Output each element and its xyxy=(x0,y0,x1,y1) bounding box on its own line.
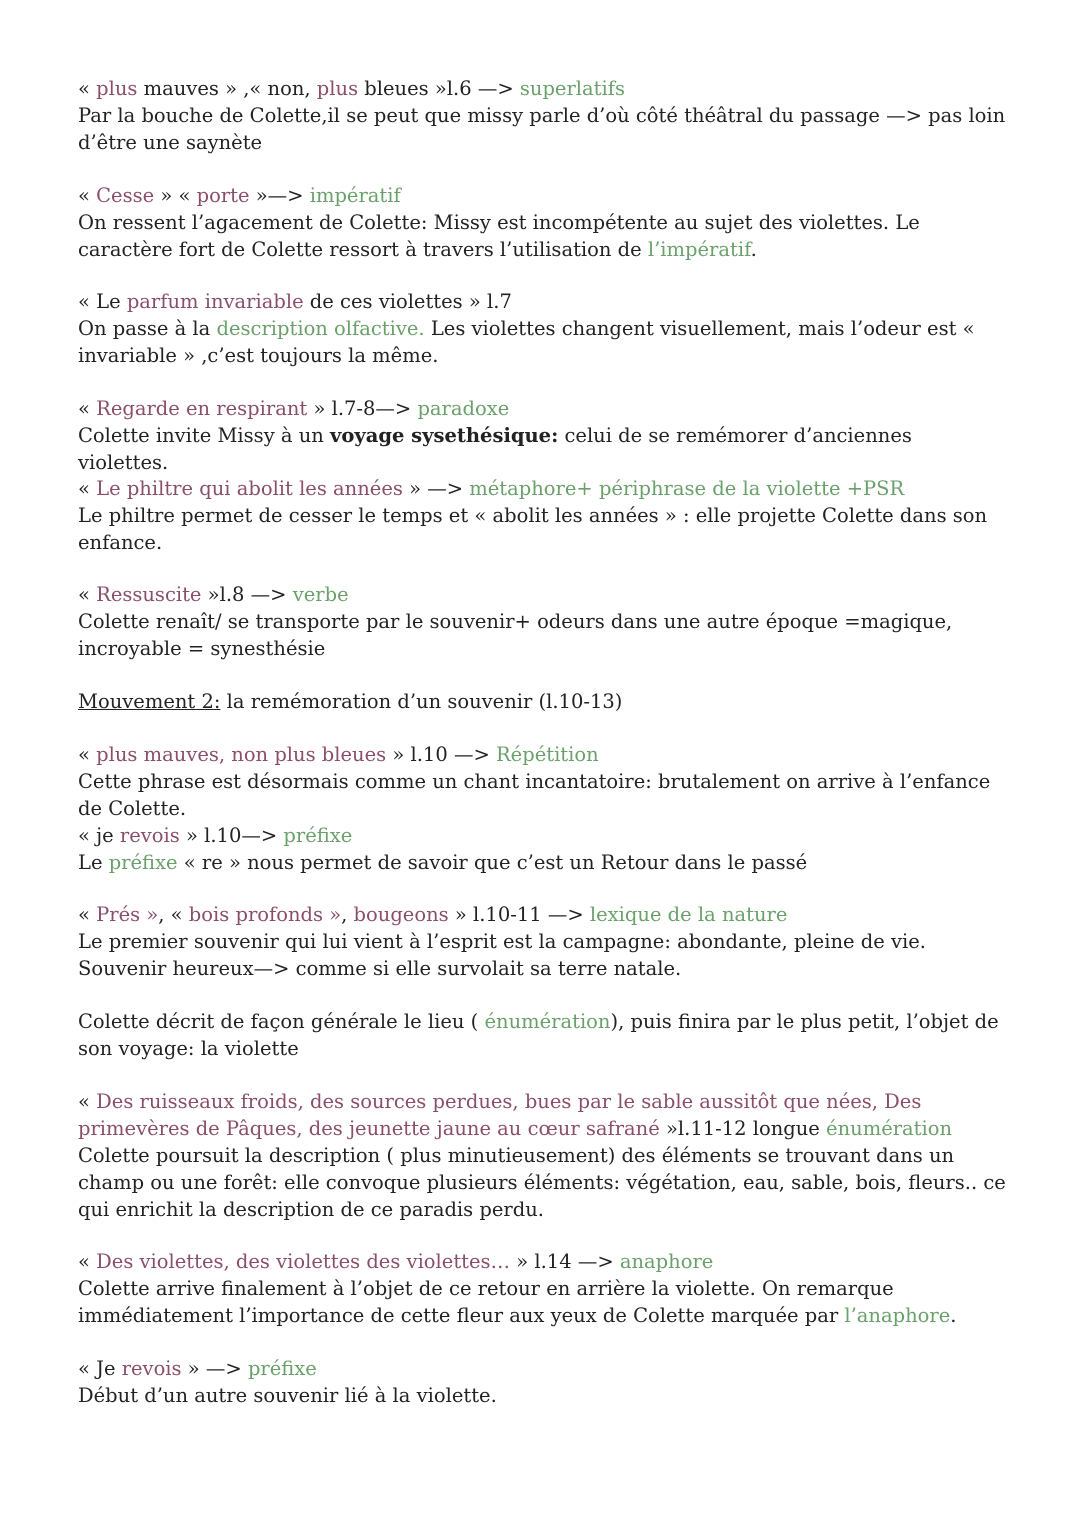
explanation-text: Colette renaît/ se transporte par le souvenir+ odeurs dans une autre époque =magique, incroyable = synesthésie xyxy=(78,610,953,660)
movement-heading xyxy=(78,688,1008,715)
quote-line: « plus mauves, non plus bleues » l.10 —> Répétition xyxy=(78,743,599,766)
quote-line: « Cesse » « porte »—> impératif xyxy=(78,184,401,207)
explanation-text: Le premier souvenir qui lui vient à l’esprit est la campagne: abondante, pleine de vie. Souvenir heureux—> comme si elle survolait sa terre natale. xyxy=(78,930,926,980)
explanation-text: Colette invite Missy à un voyage sysethésique: celui de se remémorer d’anciennes violettes. xyxy=(78,424,912,474)
section-prefixe xyxy=(78,1355,1008,1409)
section-philtre xyxy=(78,475,1008,556)
movement-label: Mouvement 2: xyxy=(78,690,221,713)
quote-line: « Regarde en respirant » l.7-8—> paradoxe xyxy=(78,397,510,420)
explanation-text: Début d’un autre souvenir lié à la violette. xyxy=(78,1384,497,1407)
explanation-text: Colette poursuit la description ( plus minutieusement) des éléments se trouvant dans un champ ou une forêt: elle convoque plusieurs éléments: végétation, eau, sable, bois, fleurs.. ce qui enrichit la description de ce paradis perdu. xyxy=(78,1144,1006,1221)
quote-line: « Ressuscite »l.8 —> verbe xyxy=(78,583,349,606)
explanation-text: Colette arrive finalement à l’objet de ce retour en arrière la violette. On remarque immédiatement l’importance de cette fleur aux yeux de Colette marquée par l’anaphore. xyxy=(78,1277,957,1327)
quote-line: « Des violettes, des violettes des violettes… » l.14 —> anaphore xyxy=(78,1250,714,1273)
quote-line: « je revois » l.10—> préfixe xyxy=(78,824,353,847)
quote-line: « Je revois » —> préfixe xyxy=(78,1357,317,1380)
explanation-text: Le préfixe « re » nous permet de savoir que c’est un Retour dans le passé xyxy=(78,851,808,874)
quote-line: « Des ruisseaux froids, des sources perdues, bues par le sable aussitôt que nées, Des primevères de Pâques, des jeunette jaune au cœur safrané »l.11-12 longue énumération xyxy=(78,1090,953,1140)
explanation-text: Colette décrit de façon générale le lieu ( énumération), puis finira par le plus petit, l’objet de son voyage: la violette xyxy=(78,1010,999,1060)
section-paradoxe xyxy=(78,395,1008,476)
section-lexique-nature xyxy=(78,901,1008,982)
movement-title: la remémoration d’un souvenir (l.10-13) xyxy=(220,690,623,713)
section-parfum xyxy=(78,288,1008,369)
explanation-text: Le philtre permet de cesser le temps et « abolit les années » : elle projette Colette dans son enfance. xyxy=(78,504,988,554)
section-ressuscite xyxy=(78,581,1008,662)
quote-line: « Le parfum invariable de ces violettes » l.7 xyxy=(78,290,512,313)
section-enumeration xyxy=(78,1088,1008,1223)
explanation-text: On ressent l’agacement de Colette: Missy est incompétente au sujet des violettes. Le caractère fort de Colette ressort à travers l’utilisation de l’impératif. xyxy=(78,211,920,261)
section-superlatifs xyxy=(78,75,1008,156)
explanation-text: Cette phrase est désormais comme un chant incantatoire: brutalement on arrive à l’enfance de Colette. xyxy=(78,770,991,820)
quote-line: « Prés », « bois profonds », bougeons » l.10-11 —> lexique de la nature xyxy=(78,903,788,926)
section-anaphore xyxy=(78,1248,1008,1329)
quote-line: « Le philtre qui abolit les années » —> métaphore+ périphrase de la violette +PSR xyxy=(78,477,905,500)
quote-line: « plus mauves » ,« non, plus bleues »l.6 —> superlatifs xyxy=(78,77,625,100)
section-repetition xyxy=(78,741,1008,876)
explanation-text: Par la bouche de Colette,il se peut que missy parle d’où côté théâtral du passage —> pas loin d’être une saynète xyxy=(78,104,1006,154)
section-imperatif xyxy=(78,182,1008,263)
explanation-text: On passe à la description olfactive. Les violettes changent visuellement, mais l’odeur est « invariable » ,c’est toujours la même. xyxy=(78,317,975,367)
section-description-generale xyxy=(78,1008,1008,1062)
